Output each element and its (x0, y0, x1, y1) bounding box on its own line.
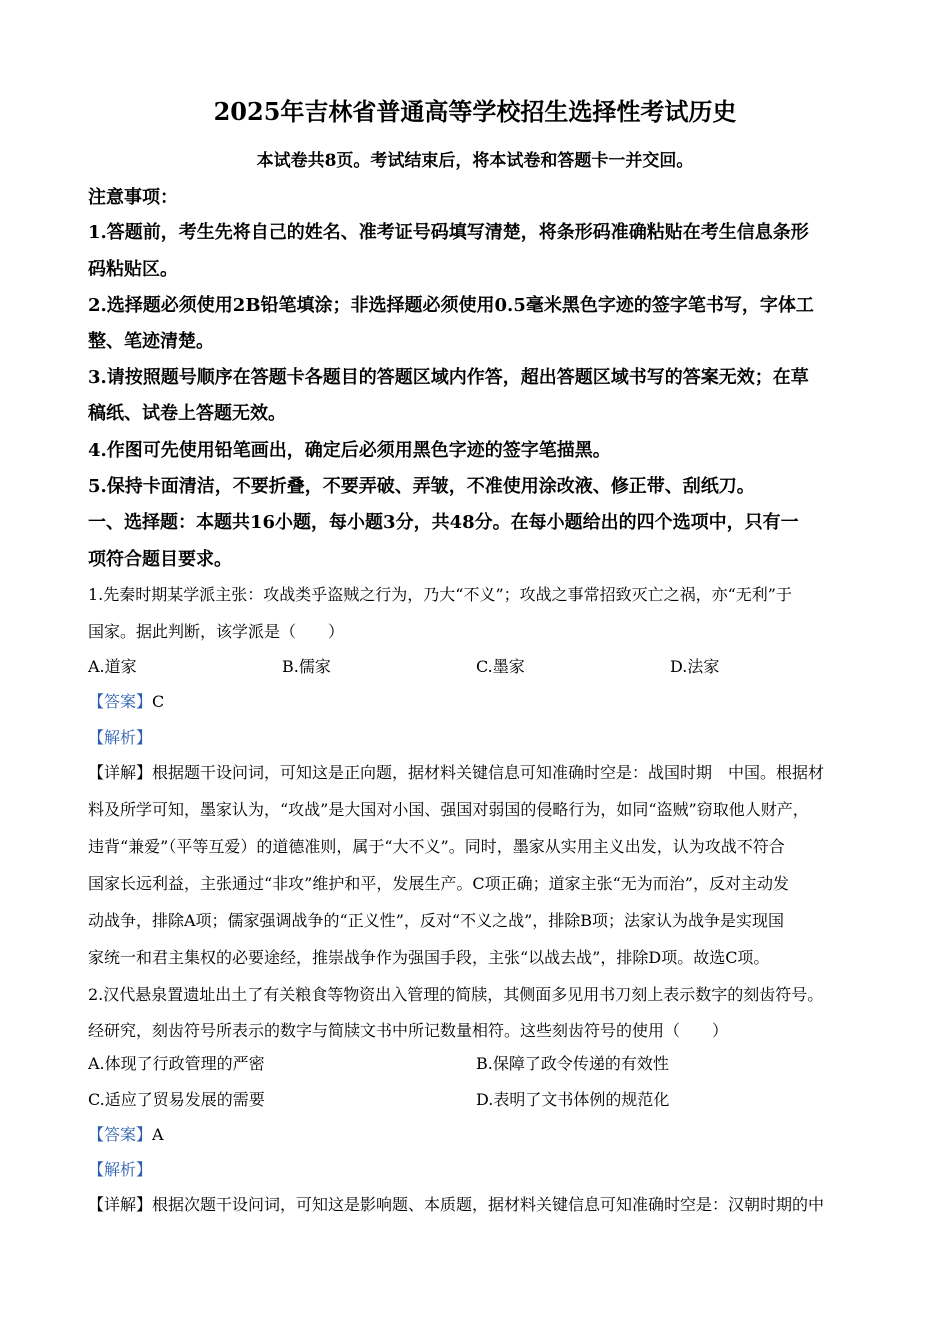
question-1-stem: 国家。据此判断，该学派是（ ） (88, 622, 345, 641)
q2-analysis (88, 1157, 152, 1180)
q1-option-b: B.儒家 (282, 657, 331, 676)
detail-tag: 【详解】 (88, 763, 153, 782)
notice-line: 1.答题前，考生先将自己的姓名、准考证号码填写清楚，将条形码准确粘贴在考生信息条形 (88, 222, 809, 243)
notice-heading: 注意事项： (88, 187, 178, 208)
answer-value: C (152, 692, 165, 711)
answer-value: A (152, 1125, 164, 1144)
q2-option-d: D.表明了文书体例的规范化 (476, 1090, 670, 1109)
section-heading: 项符合题目要求。 (88, 549, 232, 570)
question-2-stem: 2.汉代悬泉置遗址出土了有关粮食等物资出入管理的简牍，其侧面多见用书刀刻上表示数字的刻齿符号。 (88, 985, 824, 1004)
notice-line: 5.保持卡面清洁，不要折叠，不要弄破、弄皱，不准使用涂改液、修正带、刮纸刀。 (88, 476, 755, 497)
q2-option-a: A.体现了行政管理的严密 (88, 1054, 265, 1073)
detail-tag: 【详解】 (88, 1195, 153, 1214)
q1-option-c: C.墨家 (476, 657, 525, 676)
notice-line: 3.请按照题号顺序在答题卡各题目的答题区域内作答，超出答题区域书写的答案无效；在草 (88, 367, 809, 388)
q1-option-a: A.道家 (88, 657, 137, 676)
answer-tag: 【答案】 (88, 692, 153, 711)
section-heading: 一、选择题：本题共16小题，每小题3分，共48分。在每小题给出的四个选项中，只有一 (88, 512, 799, 533)
q1-detail: 国家长远利益，主张通过“非攻”维护和平，发展生产。C项正确；道家主张“无为而治”，反对主动发 (88, 874, 789, 893)
answer-tag: 【答案】 (88, 1125, 153, 1144)
q1-option-d: D.法家 (670, 657, 720, 676)
notice-line: 2.选择题必须使用2B铅笔填涂；非选择题必须使用0.5毫米黑色字迹的签字笔书写，字体工 (88, 295, 814, 316)
q2-answer (88, 1122, 164, 1145)
notice-line: 码粘贴区。 (88, 259, 178, 280)
notice-line: 整、笔迹清楚。 (88, 331, 214, 352)
page-title: 2025年吉林省普通高等学校招生选择性考试历史 (213, 97, 737, 126)
notice-line: 稿纸、试卷上答题无效。 (88, 403, 286, 424)
q1-detail: 【详解】根据题干设问词，可知这是正向题，据材料关键信息可知准确时空是：战国时期 中国。根据材 (88, 763, 825, 782)
question-1-stem: 1.先秦时期某学派主张：攻战类乎盗贼之行为，乃大“不义”；攻战之事常招致灭亡之祸，亦“无利”于 (88, 585, 792, 604)
q1-detail: 料及所学可知，墨家认为，“攻战”是大国对小国、强国对弱国的侵略行为，如同“盗贼”窃取他人财产， (88, 800, 809, 819)
notice-line: 4.作图可先使用铅笔画出，确定后必须用黑色字迹的签字笔描黑。 (88, 440, 611, 461)
q1-detail: 动战争，排除A项；儒家强调战争的“正义性”，反对“不义之战”，排除B项；法家认为战争是实现国 (88, 911, 785, 930)
question-2-stem: 经研究，刻齿符号所表示的数字与简牍文书中所记数量相符。这些刻齿符号的使用（ ） (88, 1021, 729, 1040)
q2-option-c: C.适应了贸易发展的需要 (88, 1090, 265, 1109)
analysis-tag: 【解析】 (88, 1160, 153, 1179)
q2-detail: 【详解】根据次题干设问词，可知这是影响题、本质题，据材料关键信息可知准确时空是：汉朝时期的中 (88, 1195, 825, 1214)
analysis-tag: 【解析】 (88, 728, 153, 747)
q1-detail: 家统一和君主集权的必要途经，推崇战争作为强国手段，主张“以战去战”，排除D项。故选C项。 (88, 948, 770, 967)
q1-answer (88, 689, 164, 712)
page-subtitle: 本试卷共8页。考试结束后，将本试卷和答题卡一并交回。 (256, 151, 694, 171)
q1-analysis (88, 725, 152, 748)
q1-detail: 违背“兼爱”（平等互爱）的道德准则，属于“大不义”。同时，墨家从实用主义出发，认为攻战不符合 (88, 837, 785, 856)
q2-option-b: B.保障了政令传递的有效性 (476, 1054, 669, 1073)
